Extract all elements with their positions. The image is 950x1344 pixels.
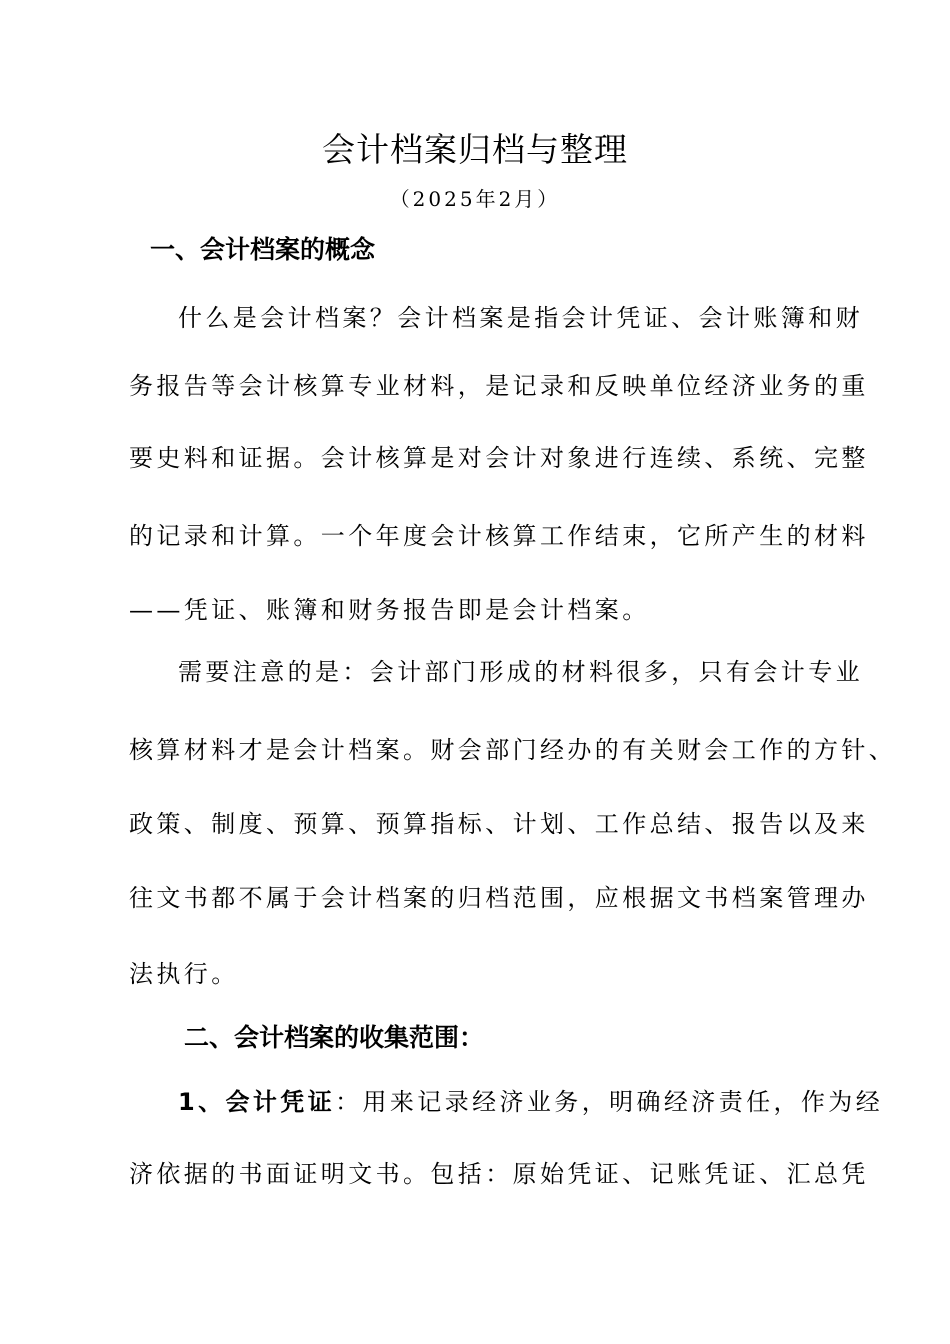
list-item-accounting-vouchers	[178, 1084, 884, 1120]
item-label: 1、会计凭证	[178, 1088, 336, 1116]
paragraph-line: 法执行。	[129, 960, 239, 988]
section-heading-concept: 一、会计档案的概念	[150, 235, 376, 264]
paragraph-line: 什么是会计档案？会计档案是指会计凭证、会计账簿和财	[178, 304, 863, 332]
paragraph-line: 政策、制度、预算、预算指标、计划、工作总结、报告以及来	[129, 810, 869, 838]
paragraph-line: 的记录和计算。一个年度会计核算工作结束，它所产生的材料	[129, 522, 869, 550]
document-title: 会计档案归档与整理	[322, 130, 628, 169]
paragraph-line: 务报告等会计核算专业材料，是记录和反映单位经济业务的重	[129, 372, 869, 400]
paragraph-line: ——凭证、账簿和财务报告即是会计档案。	[129, 596, 650, 624]
section-heading-scope: 二、会计档案的收集范围：	[184, 1023, 485, 1052]
document-date: （2025年2月）	[389, 187, 561, 211]
paragraph-line: 需要注意的是：会计部门形成的材料很多，只有会计专业	[178, 658, 863, 686]
item-text: ：用来记录经济业务，明确经济责任，作为经	[335, 1088, 884, 1116]
paragraph-line: 要史料和证据。会计核算是对会计对象进行连续、系统、完整	[129, 444, 869, 472]
paragraph-line: 核算材料才是会计档案。财会部门经办的有关财会工作的方针、	[129, 736, 897, 764]
paragraph-line: 济依据的书面证明文书。包括：原始凭证、记账凭证、汇总凭	[129, 1160, 869, 1188]
paragraph-line: 往文书都不属于会计档案的归档范围，应根据文书档案管理办	[129, 884, 869, 912]
